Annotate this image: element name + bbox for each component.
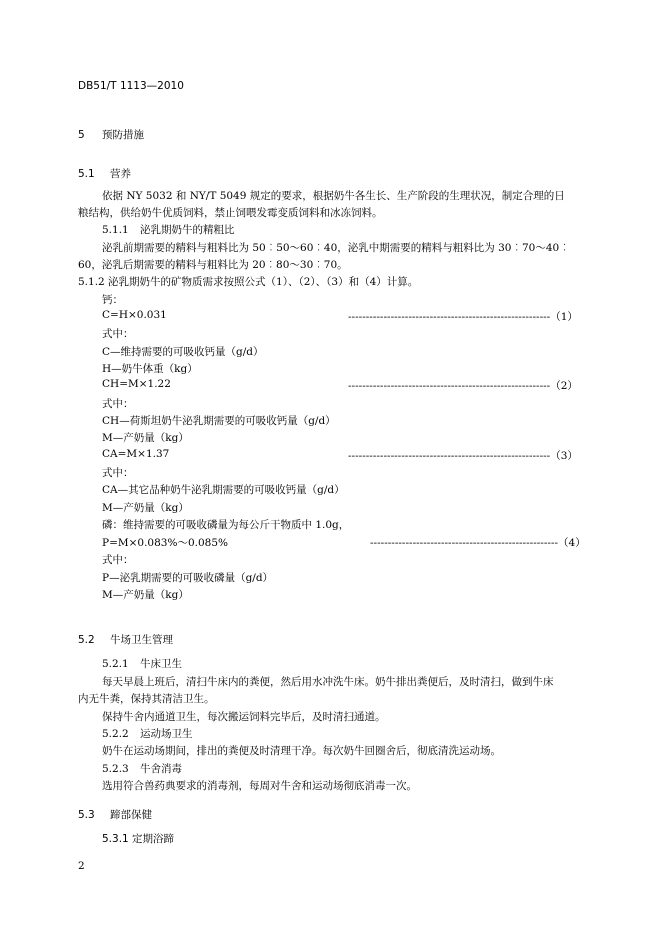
subsection-5-2-3-heading	[102, 761, 182, 776]
where-label: 式中：	[102, 554, 134, 566]
page-number: 2	[78, 860, 85, 872]
section-title: 预防措施	[102, 129, 144, 141]
subsection-number: 5.2.3	[102, 763, 129, 775]
subsection-5-1-1-heading	[102, 222, 235, 237]
variable-definition: CA—其它品种奶牛泌乳期需要的可吸收钙量（g/d）	[102, 484, 345, 496]
paragraph-line: 选用符合兽药典要求的消毒剂，每周对牛舍和运动场彻底消毒一次。	[102, 780, 417, 792]
subsection-title: 牛床卫生	[140, 658, 182, 670]
section-number: 5.3	[78, 809, 95, 821]
section-5-heading	[78, 127, 144, 142]
subsection-title: 牛舍消毒	[140, 763, 182, 775]
subsection-5-2-1-heading	[102, 656, 182, 671]
formula-1-leader: ---------------------------------------------------------（1）	[348, 311, 578, 323]
subsection-5-2-2-heading	[102, 726, 193, 741]
variable-definition: M—产奶量（kg）	[102, 589, 189, 601]
formula-4-expression: P=M×0.083%～0.085%	[102, 537, 228, 549]
formula-4-leader: -----------------------------------------------------（4）	[370, 537, 586, 549]
section-number: 5.1	[78, 168, 95, 180]
subsection-title: 运动场卫生	[140, 728, 193, 740]
section-5-3-heading	[78, 807, 152, 822]
formula-2-expression: CH=M×1.22	[102, 378, 171, 390]
paragraph-line: 60，泌乳后期需要的精料与粗料比为 20︰80～30︰70。	[78, 259, 348, 271]
paragraph-line: 保持牛舍内通道卫生，每次搬运饲料完毕后，及时清扫通道。	[102, 711, 386, 723]
section-5-1-heading	[78, 166, 131, 181]
subsection-number: 5.1.1	[102, 224, 129, 236]
paragraph-line: 奶牛在运动场期间，排出的粪便及时清理干净。每次奶牛回圈舍后，彻底清洗运动场。	[102, 745, 501, 757]
formula-3-leader: ---------------------------------------------------------（3）	[348, 450, 578, 462]
variable-definition: H—奶牛体重（kg）	[102, 363, 198, 375]
subsection-title: 泌乳期奶牛的精粗比	[140, 224, 235, 236]
section-number: 5	[78, 129, 85, 141]
section-title: 牛场卫生管理	[110, 634, 173, 646]
variable-definition: P—泌乳期需要的可吸收磷量（g/d）	[102, 572, 274, 584]
formula-3-expression: CA=M×1.37	[102, 448, 170, 460]
formula-2-leader: ---------------------------------------------------------（2）	[348, 380, 578, 392]
paragraph-line: 粮结构，供给奶牛优质饲料，禁止饲喂发霉变质饲料和冰冻饲料。	[78, 207, 383, 219]
subsection-number: 5.2.1	[102, 658, 129, 670]
where-label: 式中：	[102, 328, 134, 340]
paragraph-line: 依据 NY 5032 和 NY/T 5049 规定的要求，根据奶牛各生长、生产阶段的生理状况，制定合理的日	[102, 190, 565, 202]
paragraph-line: 每天早晨上班后，清扫牛床内的粪便，然后用水冲洗牛床。奶牛排出粪便后，及时清扫，做到牛床	[102, 676, 554, 688]
calcium-label: 钙：	[102, 294, 123, 306]
variable-definition: C—维持需要的可吸收钙量（g/d）	[102, 346, 264, 358]
where-label: 式中：	[102, 398, 134, 410]
paragraph-line: 泌乳前期需要的精料与粗料比为 50︰50～60︰40，泌乳中期需要的精料与粗料比为 30︰70～40︰	[102, 242, 570, 254]
formula-1-expression: C=H×0.031	[102, 309, 167, 321]
section-title: 营养	[110, 168, 131, 180]
subsection-5-3-1-heading: 5.3.1 定期浴蹄	[102, 833, 175, 845]
subsection-5-1-2-text: 5.1.2 泌乳期奶牛的矿物质需求按照公式（1）、（2）、（3）和（4）计算。	[78, 276, 419, 288]
document-code-header: DB51/T 1113—2010	[78, 80, 184, 92]
where-label: 式中：	[102, 467, 134, 479]
section-number: 5.2	[78, 634, 95, 646]
subsection-number: 5.2.2	[102, 728, 129, 740]
variable-definition: CH—荷斯坦奶牛泌乳期需要的可吸收钙量（g/d）	[102, 415, 336, 427]
section-title: 蹄部保健	[110, 809, 152, 821]
variable-definition: M—产奶量（kg）	[102, 432, 189, 444]
phosphorus-label: 磷：维持需要的可吸收磷量为每公斤干物质中 1.0g，	[102, 519, 350, 531]
section-5-2-heading	[78, 632, 173, 647]
variable-definition: M—产奶量（kg）	[102, 502, 189, 514]
paragraph-line: 内无牛粪，保持其清洁卫生。	[78, 693, 215, 705]
